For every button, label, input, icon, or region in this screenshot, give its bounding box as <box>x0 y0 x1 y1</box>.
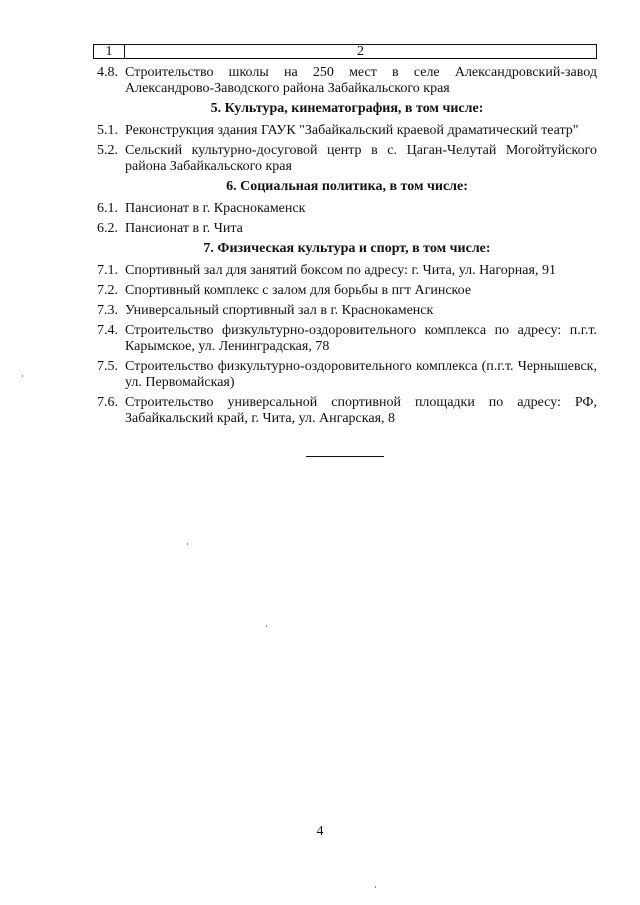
list-item-6-1 <box>97 201 597 217</box>
list-item-7-6 <box>97 395 597 427</box>
item-number: 5.2. <box>97 143 118 158</box>
end-rule <box>306 456 384 457</box>
section-heading-social: 6. Социальная политика, в том числе: <box>226 179 468 194</box>
list-item-6-2 <box>97 221 597 237</box>
list-item-7-3 <box>97 303 597 319</box>
list-item-7-5 <box>97 359 597 391</box>
item-text: Пансионат в г. Краснокаменск <box>125 201 306 216</box>
item-text: Пансионат в г. Чита <box>125 221 243 236</box>
list-item-5-1 <box>97 123 597 139</box>
item-text: Реконструкция здания ГАУК "Забайкальский краевой драматический театр" <box>125 123 579 138</box>
list-item-5-2 <box>97 143 597 175</box>
item-text: Строительство физкультурно-оздоровительного комплекса (п.г.т. Чернышевск, ул. Первомайская) <box>125 359 597 390</box>
scan-speck <box>375 886 376 888</box>
item-number: 7.4. <box>97 323 118 338</box>
item-number: 6.1. <box>97 201 118 216</box>
document-body <box>97 65 597 431</box>
item-text: Строительство школы на 250 мест в селе Александровский-завод Александрово-Заводского района Забайкальского края <box>125 65 597 96</box>
item-text: Сельский культурно-досуговой центр в с. Цаган-Челутай Могойтуйского района Забайкальского края <box>125 143 597 174</box>
item-number: 7.1. <box>97 263 118 278</box>
table-header-row <box>93 44 597 59</box>
item-text: Строительство физкультурно-оздоровительного комплекса по адресу: п.г.т. Карымское, ул. Ленинградская, 78 <box>125 323 597 354</box>
item-text: Спортивный зал для занятий боксом по адресу: г. Чита, ул. Нагорная, 91 <box>125 263 556 278</box>
section-heading-sport: 7. Физическая культура и спорт, в том числе: <box>203 241 491 256</box>
item-number: 5.1. <box>97 123 118 138</box>
item-text: Универсальный спортивный зал в г. Краснокаменск <box>125 303 434 318</box>
list-item-4-8 <box>97 65 597 97</box>
item-number: 7.6. <box>97 395 118 410</box>
item-number: 4.8. <box>97 65 118 80</box>
list-item-7-4 <box>97 323 597 355</box>
scan-speck <box>22 375 23 377</box>
table-header-col-2: 2 <box>357 44 364 59</box>
scan-speck <box>266 625 267 627</box>
scan-speck <box>187 543 188 545</box>
table-header-col-1: 1 <box>94 45 125 58</box>
list-item-7-2 <box>97 283 597 299</box>
list-item-7-1 <box>97 263 597 279</box>
item-number: 7.2. <box>97 283 118 298</box>
section-heading-culture: 5. Культура, кинематография, в том числе: <box>210 101 484 116</box>
item-text: Строительство универсальной спортивной площадки по адресу: РФ, Забайкальский край, г. Чита, ул. Ангарская, 8 <box>125 395 597 426</box>
item-text: Спортивный комплекс с залом для борьбы в пгт Агинское <box>125 283 472 298</box>
item-number: 7.3. <box>97 303 118 318</box>
item-number: 7.5. <box>97 359 118 374</box>
item-number: 6.2. <box>97 221 118 236</box>
page-number: 4 <box>316 824 324 839</box>
